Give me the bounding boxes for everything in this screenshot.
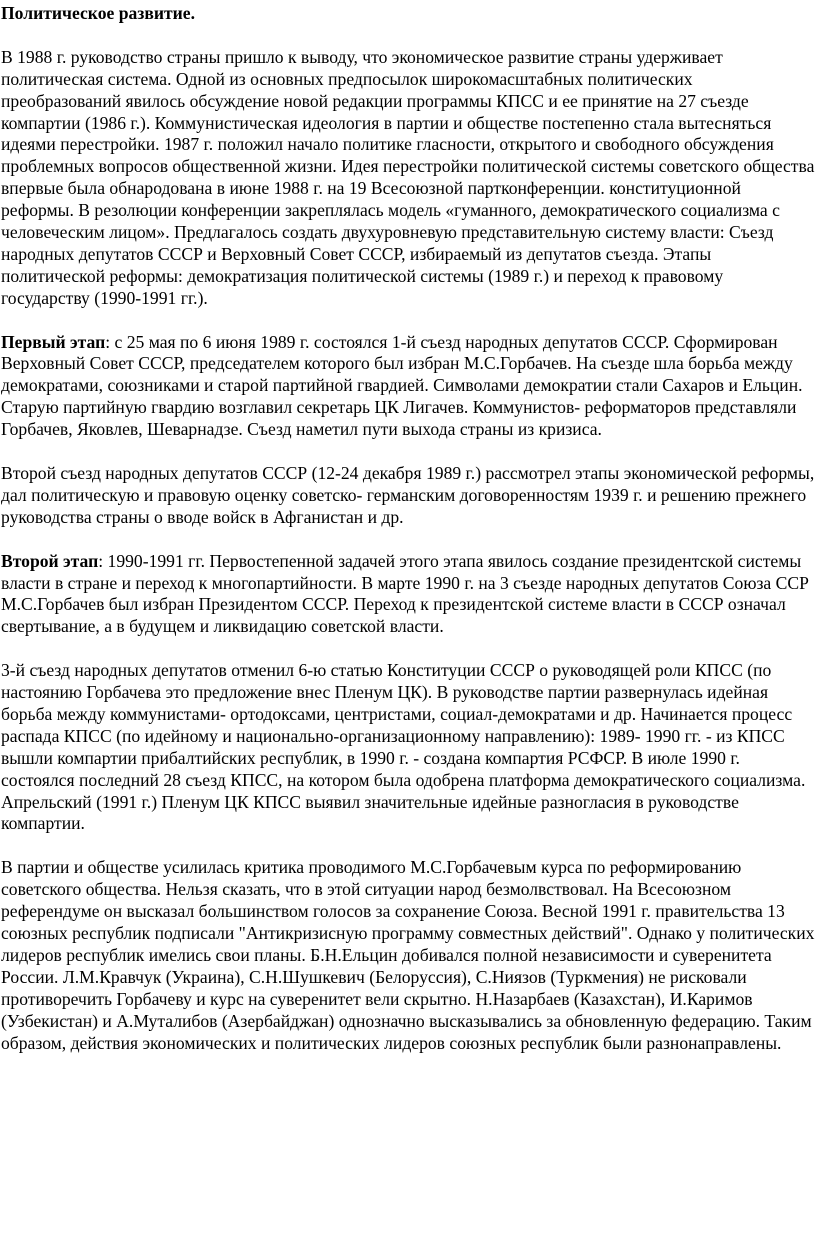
paragraph-criticism [1, 857, 816, 1054]
paragraph-lead: Второй этап [1, 550, 99, 571]
paragraph-text: Второй съезд народных депутатов СССР (12-24 декабря 1989 г.) рассмотрел этапы экономической реформы, дал политическую и правовую оценку советско- германским договоренностям 1939 г. и решению прежнего руководства страны о вводе войск в Афганистан и др. [1, 462, 815, 527]
paragraph-text: 3-й съезд народных депутатов отменил 6-ю статью Конституции СССР о руководящей роли КПСС (по настоянию Горбачева это предложение внес Пленум ЦК). В руководстве партии развернулась идейная борьба между коммунистами- ортодоксами, центристами, социал-демократами и др. Начинается процесс распада КПСС (по идейному и национально-организационному направлению): 1989- 1990 гг. - из КПСС вышли компартии прибалтийских республик, в 1990 г. - создана компартия РСФСР. В июле 1990 г. состоялся последний 28 съезд КПСС, на котором была одобрена платформа демократического социализма. Апрельский (1991 г.) Пленум ЦК КПСС выявил значительные идейные разногласия в руководстве компартии. [1, 660, 806, 834]
paragraph-text: : 1990-1991 гг. Первостепенной задачей этого этапа явилось создание президентской системы власти в стране и переход к многопартийности. В марте 1990 г. на 3 съезде народных депутатов Союза ССР М.С.Горбачев был избран Президентом СССР. Переход к президентской системе власти в СССР означал свертывание, а в будущем и ликвидацию советской власти. [1, 550, 809, 637]
document-title: Политическое развитие. [1, 3, 195, 23]
paragraph-lead: Первый этап [1, 331, 106, 352]
paragraph-text: В 1988 г. руководство страны пришло к выводу, что экономическое развитие страны удерживает политическая система. Одной из основных предпосылок широкомасштабных политических преобразований явилось обсуждение новой редакции программы КПСС и ее принятие на 27 съезде компартии (1986 г.). Коммунистическая идеология в партии и обществе постепенно стала вытесняться идеями перестройки. 1987 г. положил начало политике гласности, открытого и свободного обсуждения проблемных вопросов общественной жизни. Идея перестройки политической системы советского общества впервые была обнародована в июне 1988 г. на 19 Всесоюзной партконференции. конституционной реформы. В резолюции конференции закреплялась модель «гуманного, демократического социализма с человеческим лицом». Предлагалось создать двухуровневую представительную систему власти: Съезд народных депутатов СССР и Верховный Совет СССР, избираемый из депутатов съезда. Этапы политической реформы: демократизация политической системы (1989 г.) и переход к правовому государству (1990-1991 гг.). [1, 46, 815, 308]
paragraph-third-congress [1, 660, 816, 835]
paragraph-text: : с 25 мая по 6 июня 1989 г. состоялся 1-й съезд народных депутатов СССР. Сформирован Верховный Совет СССР, председателем которого был избран М.С.Горбачев. На съезде шла борьба между демократами, союзниками и старой партийной гвардией. Символами демократии стали Сахаров и Ельцин. Старую партийную гвардию возглавил секретарь ЦК Лигачев. Коммунистов- реформаторов представляли Горбачев, Яковлев, Шеварнадзе. Съезд наметил пути выхода страны из кризиса. [1, 331, 803, 440]
paragraph-first-stage [1, 332, 816, 442]
paragraph-second-congress [1, 463, 816, 529]
paragraph-text: В партии и обществе усилилась критика проводимого М.С.Горбачевым курса по реформированию советского общества. Нельзя сказать, что в этой ситуации народ безмолвствовал. На Всесоюзном референдуме он высказал большинством голосов за сохранение Союза. Весной 1991 г. правительства 13 союзных республик подписали "Антикризисную программу совместных действий". Однако у политических лидеров республик имелись свои планы. Б.Н.Ельцин добивался полной независимости и суверенитета России. Л.М.Кравчук (Украина), С.Н.Шушкевич (Белоруссия), С.Ниязов (Туркмения) не рисковали противоречить Горбачеву и курс на суверенитет вели скрытно. Н.Назарбаев (Казахстан), И.Каримов (Узбекистан) и А.Муталибов (Азербайджан) однозначно высказывались за обновленную федерацию. Таким образом, действия экономических и политических лидеров союзных республик были разнонаправлены. [1, 857, 815, 1053]
paragraph-second-stage [1, 551, 816, 639]
paragraph-intro [1, 47, 816, 310]
